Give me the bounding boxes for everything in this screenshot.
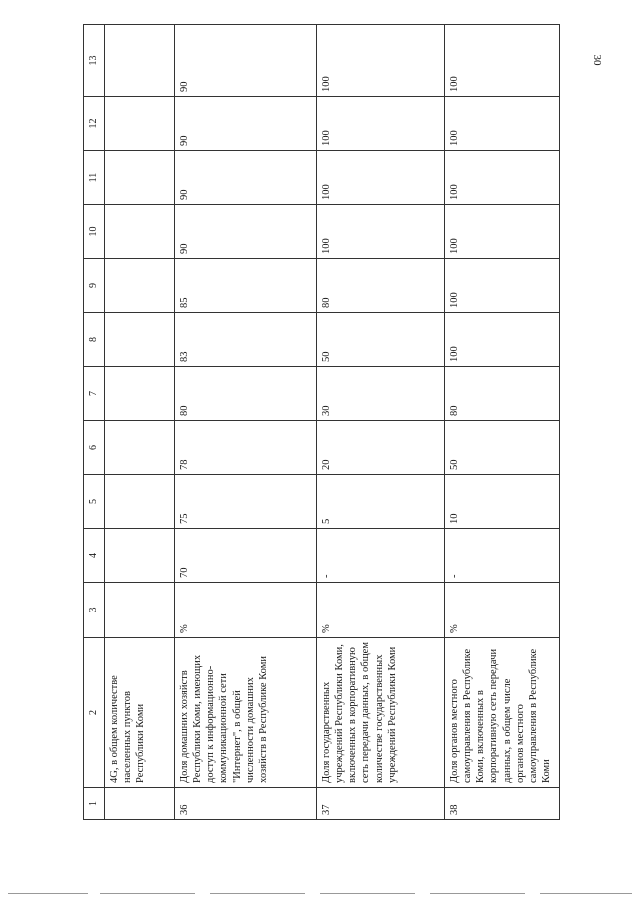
value-cell: 30 xyxy=(317,367,445,421)
value-cell xyxy=(105,421,175,475)
header-cell: 2 xyxy=(84,638,105,788)
header-cell: 3 xyxy=(84,583,105,638)
value-cell: 80 xyxy=(445,367,560,421)
value-cell: 100 xyxy=(317,151,445,205)
footer-rule xyxy=(0,893,640,897)
value-cell: 80 xyxy=(317,259,445,313)
unit-cell: % xyxy=(175,583,317,638)
value-cell: 90 xyxy=(175,97,317,151)
unit-cell: % xyxy=(317,583,445,638)
value-cell: 70 xyxy=(175,529,317,583)
value-cell xyxy=(105,151,175,205)
value-cell: 100 xyxy=(317,205,445,259)
header-cell: 13 xyxy=(84,25,105,97)
value-cell: 20 xyxy=(317,421,445,475)
table-row xyxy=(105,25,175,820)
row-number-cell: 38 xyxy=(445,788,560,820)
value-cell: 83 xyxy=(175,313,317,367)
value-cell: 50 xyxy=(445,421,560,475)
value-cell xyxy=(105,313,175,367)
row-number-cell xyxy=(105,788,175,820)
indicator-name-cell: Доля государственных учреждений Республики Коми, включенных в корпоративную сеть передачи данных, в общем количестве государственных учреждений Республики Коми xyxy=(317,638,445,788)
value-cell xyxy=(105,205,175,259)
value-cell: 100 xyxy=(445,313,560,367)
unit-cell xyxy=(105,583,175,638)
table-header-row xyxy=(84,25,105,820)
value-cell xyxy=(105,25,175,97)
value-cell: 90 xyxy=(175,205,317,259)
value-cell xyxy=(105,367,175,421)
header-cell: 10 xyxy=(84,205,105,259)
header-cell: 7 xyxy=(84,367,105,421)
value-cell: 100 xyxy=(445,151,560,205)
header-cell: 12 xyxy=(84,97,105,151)
header-cell: 4 xyxy=(84,529,105,583)
unit-cell: % xyxy=(445,583,560,638)
value-cell: 80 xyxy=(175,367,317,421)
row-number-cell: 37 xyxy=(317,788,445,820)
indicator-name-cell: Доля домашних хозяйств Республики Коми, имеющих доступ к информационно-коммуникационной сети "Интернет", в общей численности домашних хозяйств в Республике Коми xyxy=(175,638,317,788)
value-cell xyxy=(105,97,175,151)
value-cell xyxy=(105,529,175,583)
value-cell: 100 xyxy=(445,259,560,313)
value-cell xyxy=(105,259,175,313)
header-cell: 5 xyxy=(84,475,105,529)
header-cell: 1 xyxy=(84,788,105,820)
value-cell: - xyxy=(445,529,560,583)
value-cell: 90 xyxy=(175,151,317,205)
value-cell: 50 xyxy=(317,313,445,367)
indicator-name-cell: Доля органов местного самоуправления в Республике Коми, включенных в корпоративную сеть передачи данных, в общем числе органов местного самоуправления в Республике Коми xyxy=(445,638,560,788)
value-cell: 100 xyxy=(445,97,560,151)
value-cell: 100 xyxy=(445,25,560,97)
table-row xyxy=(175,25,317,820)
table-row xyxy=(317,25,445,820)
table-row xyxy=(445,25,560,820)
page-number: 30 xyxy=(591,54,603,66)
value-cell: - xyxy=(317,529,445,583)
header-cell: 6 xyxy=(84,421,105,475)
value-cell xyxy=(105,475,175,529)
value-cell: 78 xyxy=(175,421,317,475)
indicators-table xyxy=(83,24,560,820)
value-cell: 100 xyxy=(317,25,445,97)
row-number-cell: 36 xyxy=(175,788,317,820)
value-cell: 90 xyxy=(175,25,317,97)
header-cell: 11 xyxy=(84,151,105,205)
value-cell: 75 xyxy=(175,475,317,529)
rotated-table-container xyxy=(83,25,556,820)
value-cell: 85 xyxy=(175,259,317,313)
value-cell: 100 xyxy=(317,97,445,151)
header-cell: 9 xyxy=(84,259,105,313)
indicator-name-cell: 4G, в общем количестве населенных пунктов Республики Коми xyxy=(105,638,175,788)
value-cell: 5 xyxy=(317,475,445,529)
header-cell: 8 xyxy=(84,313,105,367)
value-cell: 100 xyxy=(445,205,560,259)
value-cell: 10 xyxy=(445,475,560,529)
